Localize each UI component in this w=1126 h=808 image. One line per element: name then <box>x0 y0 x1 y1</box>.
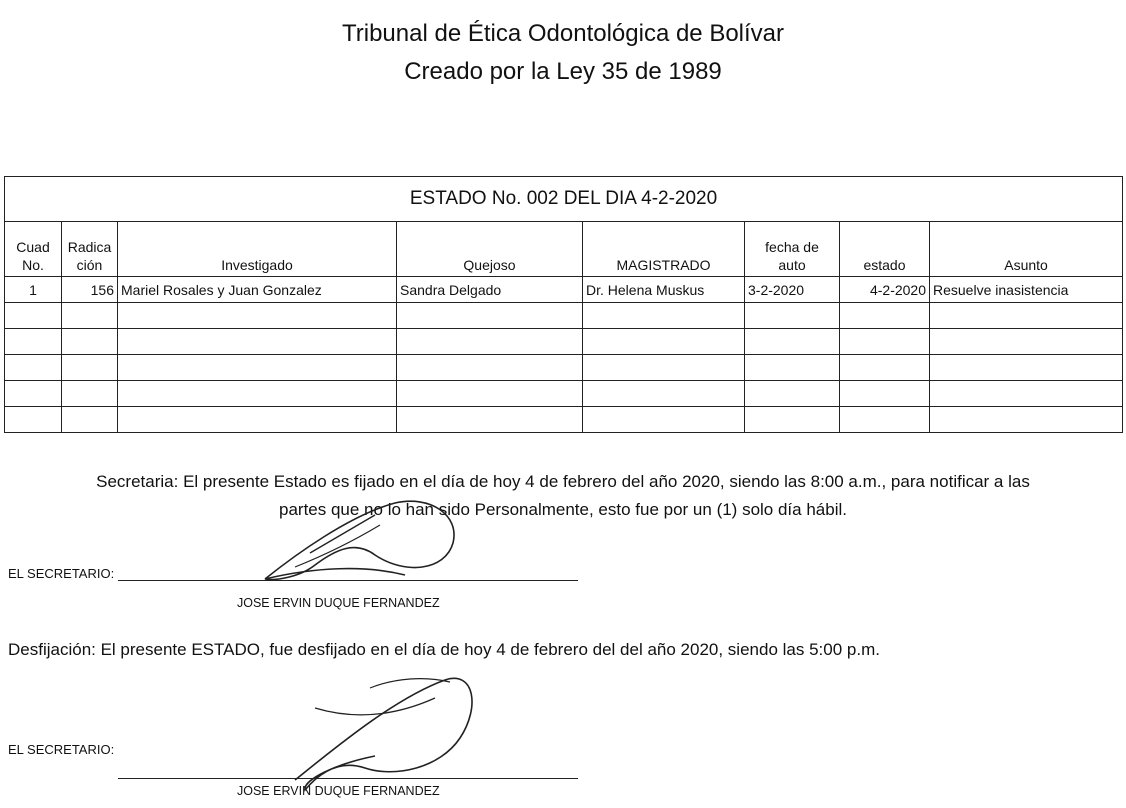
column-header-line: Investigado <box>221 257 293 273</box>
table-cell: Dr. Helena Muskus <box>583 277 745 303</box>
secretary-name-2: JOSE ERVIN DUQUE FERNANDEZ <box>237 784 440 798</box>
column-header-line: No. <box>22 257 44 273</box>
table-cell <box>745 329 840 355</box>
table-body <box>5 277 1123 433</box>
column-header-line: Asunto <box>1004 257 1048 273</box>
column-header-line <box>400 238 579 256</box>
table-cell <box>930 381 1123 407</box>
column-header-line: Quejoso <box>463 257 516 273</box>
table-cell <box>5 407 62 433</box>
table-cell <box>840 381 930 407</box>
table-cell <box>583 355 745 381</box>
table-cell <box>5 355 62 381</box>
table-cell: Sandra Delgado <box>397 277 583 303</box>
table-cell <box>397 407 583 433</box>
table-cell <box>397 355 583 381</box>
table-cell <box>118 303 397 329</box>
column-header <box>840 222 930 277</box>
table-row <box>5 303 1123 329</box>
table-cell: 156 <box>62 277 118 303</box>
table-cell <box>62 355 118 381</box>
table-cell <box>930 303 1123 329</box>
table-cell <box>930 329 1123 355</box>
column-header-line <box>586 238 741 256</box>
table-cell <box>840 355 930 381</box>
column-header <box>930 222 1123 277</box>
column-header-line <box>121 238 393 256</box>
table-cell <box>5 303 62 329</box>
table-cell <box>5 381 62 407</box>
column-header-line: auto <box>778 257 806 273</box>
table-cell: 3-2-2020 <box>745 277 840 303</box>
document-subtitle: Creado por la Ley 35 de 1989 <box>404 58 722 85</box>
table-cell <box>930 407 1123 433</box>
table-cell <box>745 407 840 433</box>
column-header <box>397 222 583 277</box>
column-header <box>5 222 62 277</box>
table-cell <box>118 329 397 355</box>
column-header-row <box>5 222 1123 277</box>
column-header-line: MAGISTRADO <box>616 257 711 273</box>
table-row <box>5 381 1123 407</box>
table-cell <box>62 407 118 433</box>
table-row <box>5 329 1123 355</box>
table-cell <box>840 329 930 355</box>
column-header <box>745 222 840 277</box>
estado-table <box>4 176 1123 433</box>
column-header <box>583 222 745 277</box>
column-header-line: Cuad <box>16 239 50 255</box>
table-cell <box>62 329 118 355</box>
table-cell <box>118 355 397 381</box>
table-cell: 4-2-2020 <box>840 277 930 303</box>
estado-caption: ESTADO No. 002 DEL DIA 4-2-2020 <box>5 177 1123 222</box>
table-cell <box>745 303 840 329</box>
column-header <box>62 222 118 277</box>
table-cell: Resuelve inasistencia <box>930 277 1123 303</box>
table-cell <box>118 381 397 407</box>
table-cell <box>583 381 745 407</box>
table-cell <box>5 329 62 355</box>
table-cell <box>397 381 583 407</box>
handwritten-signature-2 <box>275 668 490 796</box>
secretary-name-1: JOSE ERVIN DUQUE FERNANDEZ <box>237 596 440 610</box>
table-cell <box>930 355 1123 381</box>
secretaria-line-1: Secretaria: El presente Estado es fijado en el día de hoy 4 de febrero del año 2020, siendo las 8:00 a.m., para notificar a las <box>96 472 1030 491</box>
table-cell <box>583 329 745 355</box>
column-header-line: fecha de <box>765 239 819 255</box>
table-cell <box>840 407 930 433</box>
table-cell <box>745 381 840 407</box>
table-row <box>5 355 1123 381</box>
table-cell <box>840 303 930 329</box>
table-cell <box>397 329 583 355</box>
table-row <box>5 277 1123 303</box>
table-cell: 1 <box>5 277 62 303</box>
desfijacion-text: Desfijación: El presente ESTADO, fue desfijado en el día de hoy 4 de febrero del del año 2020, siendo las 5:00 p.m. <box>8 640 880 659</box>
table-cell <box>62 381 118 407</box>
secretary-label-2: EL SECRETARIO: <box>8 742 115 757</box>
secretary-label-1: EL SECRETARIO: <box>8 566 115 581</box>
secretaria-line-2: partes que no lo han sido Personalmente, esto fue por un (1) solo día hábil. <box>279 500 847 519</box>
table-cell <box>62 303 118 329</box>
table-cell <box>583 407 745 433</box>
table-cell: Mariel Rosales y Juan Gonzalez <box>118 277 397 303</box>
column-header-line <box>933 238 1119 256</box>
table-cell <box>745 355 840 381</box>
column-header <box>118 222 397 277</box>
column-header-line: Radica <box>67 239 112 255</box>
table-cell <box>583 303 745 329</box>
handwritten-signature-1 <box>255 495 470 587</box>
table-row <box>5 407 1123 433</box>
column-header-line <box>843 238 926 256</box>
column-header-line: ción <box>76 257 103 273</box>
table-cell <box>118 407 397 433</box>
table-cell <box>397 303 583 329</box>
document-title: Tribunal de Ética Odontológica de Bolívar <box>341 20 785 47</box>
column-header-line: estado <box>863 257 906 273</box>
